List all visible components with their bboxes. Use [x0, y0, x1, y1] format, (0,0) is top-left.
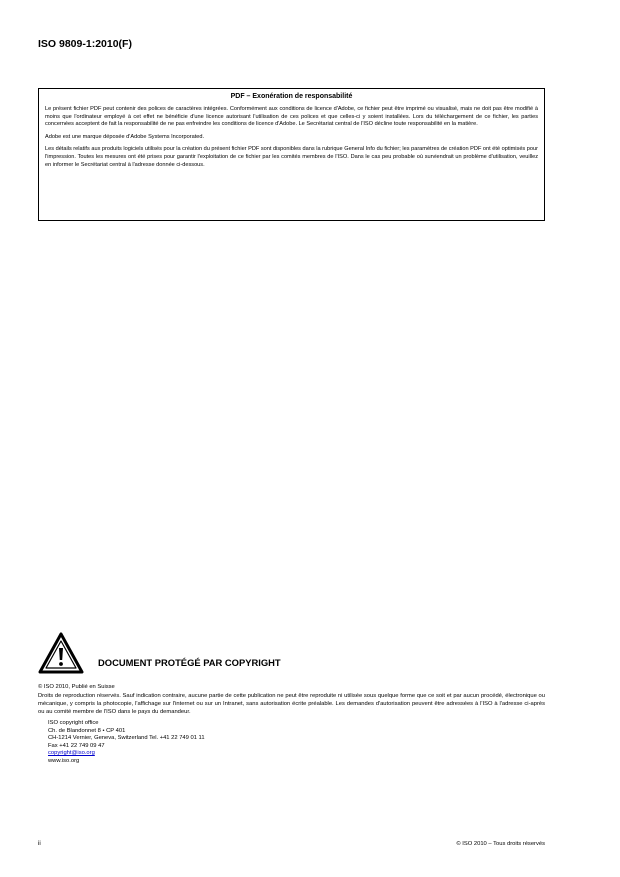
email-link[interactable]: copyright@iso.org: [48, 750, 95, 757]
copyright-title: DOCUMENT PROTÉGÉ PAR COPYRIGHT: [98, 657, 281, 668]
iso-address-block: [48, 720, 545, 766]
document-id: ISO 9809-1:2010(F): [38, 38, 132, 50]
pdf-disclaimer-box: [38, 88, 545, 221]
address-fax: Fax +41 22 749 09 47: [48, 742, 105, 749]
disclaimer-paragraph-3: Les détails relatifs aux produits logiciels utilisés pour la création du présent fichier PDF sont disponibles dans la rubrique General Info du fichier; les paramètres de création PDF ont été optimisés pour l'impression. Toutes les mesures ont été prises pour garantir l'exploitation de ce fichier par les comités membres de l'ISO. Dans le cas peu probable où surviendrait un problème d'utilisation, veuillez en informer le Secrétariat central à l'adresse donnée ci-dessous.: [45, 146, 538, 168]
disclaimer-title: PDF – Exonération de responsabilité: [230, 93, 353, 100]
footer-rights: © ISO 2010 – Tous droits réservés: [456, 841, 545, 847]
warning-triangle-icon: [38, 632, 84, 674]
address-city-tel: CH-1214 Vernier, Geneva, Switzerland Tel. +41 22 749 01 11: [48, 735, 205, 742]
copyright-body: [38, 683, 545, 766]
page-number: ii: [38, 840, 41, 847]
disclaimer-paragraph-1: Le présent fichier PDF peut contenir des polices de caractères intégrées. Conformément aux conditions de licence d'Adobe, ce fichier peut être imprimé ou visualisé, mais ne doit pas être modifié à moins que l'ordinateur employé à cet effet ne bénéficie d'une licence autorisant l'utilisation de ces polices et que celles-ci y soient installées. Lors du téléchargement de ce fichier, les parties concernées acceptent de fait la responsabilité de ne pas enfreindre les conditions de licence d'Adobe. Le Secrétariat central de l'ISO décline toute responsabilité en la matière.: [45, 106, 538, 128]
disclaimer-paragraph-2: Adobe est une marque déposée d'Adobe Systems Incorporated.: [45, 133, 205, 140]
address-street: Ch. de Blandonnet 8 • CP 401: [48, 727, 126, 734]
copyright-header: [38, 632, 545, 674]
address-web: www.iso.org: [48, 757, 80, 764]
copyright-notice: © ISO 2010, Publié en Suisse: [38, 684, 115, 690]
address-office: ISO copyright office: [48, 720, 99, 726]
copyright-rights-text: Droits de reproduction réservés. Sauf indication contraire, aucune partie de cette publication ne peut être reproduite ni utilisée sous quelque forme que ce soit et par aucun procédé, électronique ou mécanique, y compris la photocopie, l'affichage sur l'internet ou sur un Intranet, sans autorisation écrite préalable. Les demandes d'autorisation peuvent être adressées à l'ISO à l'adresse ci-après ou au comité membre de l'ISO dans le pays du demandeur.: [38, 693, 545, 715]
